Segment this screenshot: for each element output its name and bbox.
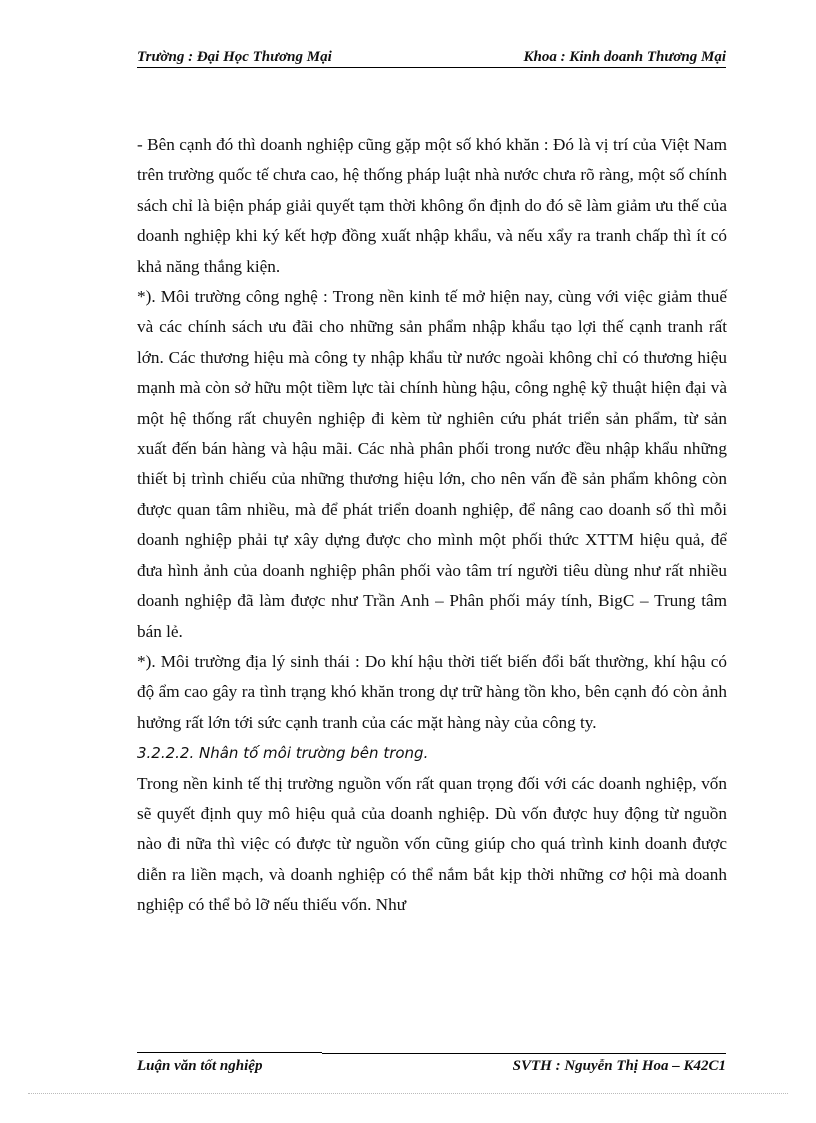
paragraph-ecological-environment: *). Môi trường địa lý sinh thái : Do khí hậu thời tiết biến đổi bất thường, khí hậu có độ ẩm cao gây ra tình trạng khó khăn trong dự trữ hàng tồn kho, bên cạnh đó còn ảnh hưởng rất lớn tới sức cạnh tranh của các mặt hàng này của công ty. [137, 651, 727, 732]
header-school: Trường : Đại Học Thương Mại [137, 49, 332, 65]
page-bottom-dotted-line [28, 1093, 788, 1094]
paragraph-technology-environment: *). Môi trường công nghệ : Trong nền kinh tế mở hiện nay, cùng với việc giảm thuế và các chính sách ưu đãi cho những sản phẩm nhập khẩu tạo lợi thế cạnh tranh rất lớn. Các thương hiệu mà công ty nhập khẩu từ nước ngoài không chỉ có thương hiệu mạnh mà còn sở hữu một tiềm lực tài chính hùng hậu, công nghệ kỹ thuật hiện đại và một hệ thống rất chuyên nghiệp đi kèm từ nghiên cứu phát triển sản phẩm, từ sản xuất đến bán hàng và hậu mãi. Các nhà phân phối trong nước đều nhập khẩu những thiết bị trình chiếu của những thương hiệu lớn, cho nên vấn đề sản phẩm không còn được quan tâm nhiều, mà để phát triển doanh nghiệp, để nâng cao doanh số thì mỗi doanh nghiệp phải tự xây dựng được cho mình một phối thức XTTM hiệu quả, để đưa hình ảnh của doanh nghiệp phân phối vào tâm trí người tiêu dùng như rất nhiều doanh nghiệp đã làm được như Trần Anh – Phân phối máy tính, BigC – Trung tâm bán lẻ. [137, 287, 727, 641]
header-faculty: Khoa : Kinh doanh Thương Mại [523, 49, 726, 65]
page-footer [137, 1058, 726, 1080]
body-text [137, 130, 727, 921]
paragraph-difficulties: - Bên cạnh đó thì doanh nghiệp cũng gặp một số khó khăn : Đó là vị trí của Việt Nam trên trường quốc tế chưa cao, hệ thống pháp luật nhà nước chưa rõ ràng, một số chính sách chỉ là biện pháp giải quyết tạm thời không ổn định do đó sẽ làm giảm ưu thế của doanh nghiệp khi ký kết hợp đồng xuất nhập khẩu, và nếu xẩy ra tranh chấp thì ít có khả năng thắng kiện. [137, 135, 727, 276]
section-heading: 3.2.2.2. Nhân tố môi trường bên trong. [137, 744, 429, 763]
footer-rule-right [322, 1053, 726, 1054]
footer-thesis-label: Luận văn tốt nghiệp [137, 1058, 263, 1074]
footer-rule-left [137, 1052, 322, 1053]
header-rule [137, 67, 726, 68]
paragraph-capital: Trong nền kinh tế thị trường nguồn vốn rất quan trọng đối với các doanh nghiệp, vốn sẽ quyết định quy mô hiệu quả của doanh nghiệp. Dù vốn được huy động từ nguồn nào đi nữa thì việc có được từ nguồn vốn cũng giúp cho quá trình kinh doanh được diễn ra liền mạch, và doanh nghiệp có thể nắm bắt kịp thời những cơ hội mà doanh nghiệp có thể bỏ lỡ nếu thiếu vốn. Như [137, 773, 727, 915]
footer-student-label: SVTH : Nguyễn Thị Hoa – K42C1 [512, 1058, 726, 1074]
